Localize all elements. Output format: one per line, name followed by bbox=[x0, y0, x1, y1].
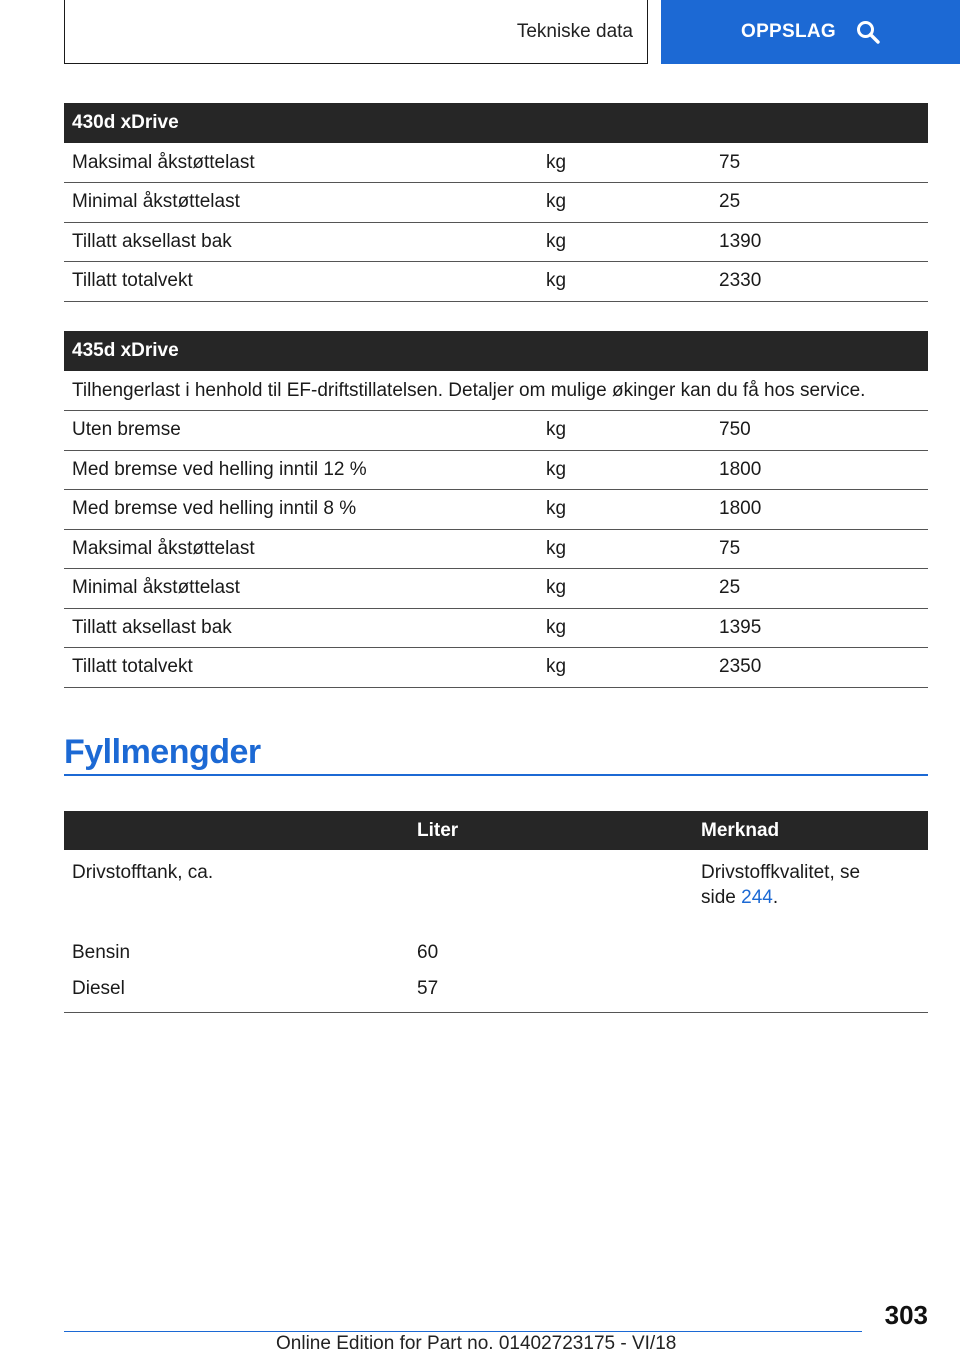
fill-note bbox=[693, 934, 928, 972]
note-prefix: side bbox=[701, 887, 742, 908]
section-title: Tekniske data bbox=[516, 20, 633, 42]
row-value: 75 bbox=[711, 143, 928, 183]
note-suffix: . bbox=[772, 887, 779, 908]
row-value: 25 bbox=[711, 183, 928, 223]
page-reference-link[interactable]: 244 bbox=[741, 887, 773, 908]
row-value: 2350 bbox=[711, 648, 928, 688]
row-unit: kg bbox=[538, 569, 711, 609]
row-value: 750 bbox=[711, 411, 928, 451]
row-value: 75 bbox=[711, 529, 928, 569]
row-unit: kg bbox=[538, 411, 711, 451]
row-unit: kg bbox=[538, 490, 711, 530]
table-row bbox=[64, 850, 928, 934]
table-row bbox=[64, 183, 928, 223]
fill-tank-label: Drivstofftank, ca. bbox=[72, 862, 214, 883]
fill-liter: 60 bbox=[417, 942, 439, 963]
fill-section-title: Fyllmengder bbox=[64, 733, 261, 771]
row-label: Tillatt aksellast bak bbox=[64, 222, 538, 262]
note-text: Drivstoffkvalitet, se bbox=[701, 862, 861, 883]
table-row bbox=[64, 490, 928, 530]
row-value: 1390 bbox=[711, 222, 928, 262]
page-number: 303 bbox=[884, 1300, 928, 1330]
row-unit: kg bbox=[538, 262, 711, 302]
row-label: Uten bremse bbox=[64, 411, 538, 451]
fill-table bbox=[64, 811, 928, 1013]
row-unit: kg bbox=[538, 529, 711, 569]
section-header bbox=[64, 0, 648, 64]
row-label: Tillatt aksellast bak bbox=[64, 608, 538, 648]
fill-liter: 57 bbox=[409, 972, 693, 1012]
fill-label: Diesel bbox=[64, 972, 409, 1012]
search-icon bbox=[856, 20, 880, 44]
spec-table-430d bbox=[64, 103, 928, 302]
row-label: Maksimal åkstøttelast bbox=[64, 529, 538, 569]
fill-label: Bensin bbox=[72, 942, 131, 963]
footer-divider bbox=[64, 1331, 862, 1332]
table-row bbox=[64, 143, 928, 183]
fill-section-heading bbox=[64, 732, 928, 776]
row-unit: kg bbox=[538, 183, 711, 223]
row-label: Tillatt totalvekt bbox=[64, 648, 538, 688]
table-row bbox=[64, 450, 928, 490]
table-note-row bbox=[64, 371, 928, 411]
oppslag-tab[interactable] bbox=[661, 0, 960, 64]
fill-tank-note bbox=[693, 850, 928, 934]
fill-tank-liter bbox=[409, 850, 693, 934]
table-row bbox=[64, 222, 928, 262]
footer-edition: Online Edition for Part no. 01402723175 - VI/18 bbox=[276, 1333, 677, 1354]
table-row bbox=[64, 569, 928, 609]
table-row bbox=[64, 972, 928, 1012]
table-row bbox=[64, 529, 928, 569]
fill-header-merknad: Merknad bbox=[693, 811, 928, 850]
row-value: 1395 bbox=[711, 608, 928, 648]
table-row bbox=[64, 608, 928, 648]
table-row bbox=[64, 934, 928, 972]
row-value: 25 bbox=[711, 569, 928, 609]
row-value: 2330 bbox=[711, 262, 928, 302]
row-label: Maksimal åkstøttelast bbox=[64, 143, 538, 183]
spec-table-435d bbox=[64, 331, 928, 688]
table-row bbox=[64, 411, 928, 451]
table-row bbox=[64, 648, 928, 688]
row-label: Minimal åkstøttelast bbox=[64, 569, 538, 609]
table-row bbox=[64, 262, 928, 302]
row-label: Med bremse ved helling inntil 12 % bbox=[64, 450, 538, 490]
row-unit: kg bbox=[538, 648, 711, 688]
row-unit: kg bbox=[538, 450, 711, 490]
fill-note bbox=[693, 972, 928, 1012]
table-title: 430d xDrive bbox=[64, 103, 928, 143]
row-unit: kg bbox=[538, 143, 711, 183]
fill-header-blank bbox=[64, 811, 409, 850]
row-label: Minimal åkstøttelast bbox=[64, 183, 538, 223]
fill-header-liter: Liter bbox=[409, 811, 693, 850]
row-unit: kg bbox=[538, 608, 711, 648]
table-note: Tilhengerlast i henhold til EF-driftstillatelsen. Detaljer om mulige økinger kan du få hos service. bbox=[64, 371, 928, 411]
table-title: 435d xDrive bbox=[64, 331, 928, 371]
row-label: Tillatt totalvekt bbox=[64, 262, 538, 302]
row-value: 1800 bbox=[711, 450, 928, 490]
row-value: 1800 bbox=[711, 490, 928, 530]
oppslag-label: OPPSLAG bbox=[740, 21, 836, 42]
row-label: Med bremse ved helling inntil 8 % bbox=[64, 490, 538, 530]
row-unit: kg bbox=[538, 222, 711, 262]
